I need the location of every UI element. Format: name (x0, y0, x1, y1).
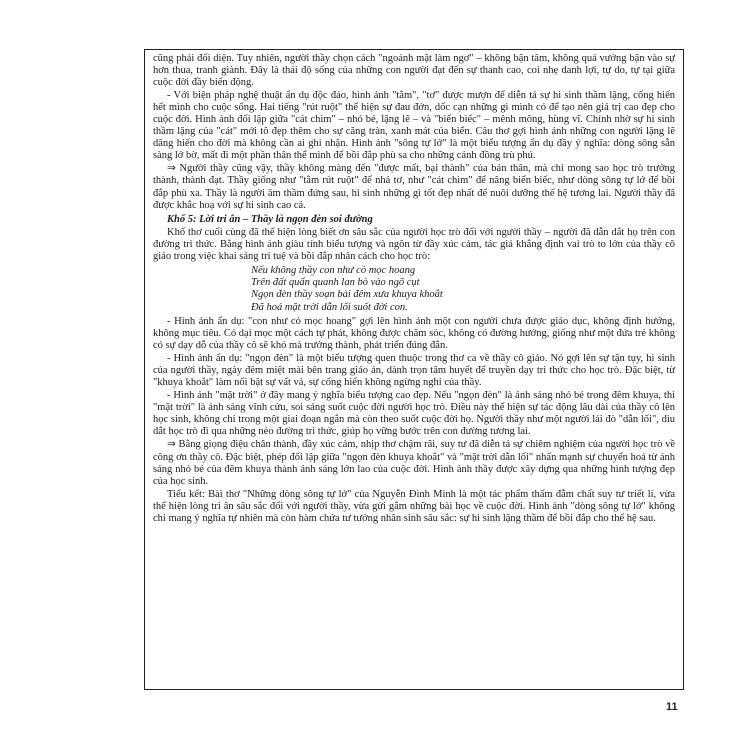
paragraph: - Hình ảnh ẩn dụ: "con như cỏ mọc hoang" gợi lên hình ảnh một con người chưa được giáo dục, không định hướng, không mục tiêu. Cỏ dại mọc một cách tự phát, không được chăm sóc, không có đường hướng, giống như một đứa trẻ không có sự dạy dỗ của thầy cô sẽ khó mà trưởng thành, phát triển đúng đắn. (153, 315, 675, 352)
paragraph: ⇒ Người thầy cũng vậy, thầy không màng đến "được mất, bại thành" của bản thân, mà chỉ mong sao học trò trưởng thành, thành đạt. Thầy giống như "tằm rút ruột" để nhả tơ, như "cát chìm" để nâng biển biếc, như dòng sông tự lở để bồi đắp phù xa. Thầy là người âm thầm đứng sau, hi sinh những gì tốt đẹp nhất để nuôi dưỡng thế hệ tương lai. Người thầy đã được khắc hoạ với sự hi sinh cao cả. (153, 163, 675, 211)
paragraph: - Hình ảnh "mặt trời" ở đây mang ý nghĩa biểu tượng cao đẹp. Nếu "ngọn đèn" là ánh sáng nhỏ bé trong đêm khuya, thì "mặt trời" là ánh sáng vĩnh cửu, soi sáng suốt cuộc đời người học trò. Điều này thể hiện sự tác động lâu dài của thầy cô lên học sinh, không chỉ trong một giai đoạn ngắn mà còn theo suốt cuộc đời họ. Người thầy như một người lái đò "dẫn lối", dìu dắt học trò đi qua những nẻo đường tri thức, giúp họ vững bước trên con đường tương lai. (153, 390, 675, 438)
paragraph: - Với biện pháp nghệ thuật ẩn dụ độc đáo, hình ảnh "tằm", "tơ" được mượn để diễn tả sự hi sinh thầm lặng, cống hiến hết mình cho cuộc sống. Hai tiếng "rút ruột" thể hiện sự đau đớn, dốc cạn những gì mình có để tạo nên giá trị cao đẹp cho cuộc đời. Hình ảnh đối lập giữa "cát chìm" – nhỏ bé, lặng lẽ – và "biển biếc" – mênh mông, hùng vĩ. Chính nhờ sự hi sinh thầm lặng của "cát" mới tô đẹp thêm cho sự căng tràn, xanh mát của biển. Câu thơ gợi hình ảnh những con người lặng lẽ dâng hiến cho đời mà không cần ai ghi nhận. Hình ảnh "sông tự lở" là một biểu tượng ẩn dụ đầy ý nghĩa: dòng sông sẵn sàng lở bờ, mất đi một phần thân thể mình để bồi đắp phù sa cho những cánh đồng trù phú. (153, 90, 675, 162)
page-number: 11 (666, 701, 678, 713)
text-frame (144, 49, 684, 690)
paragraph: Khổ thơ cuối cùng đã thể hiện lòng biết ơn sâu sắc của người học trò đối với người thầy – người đã dẫn dắt họ trên con đường tri thức. Bằng hình ảnh giàu tính biểu tượng và ngôn từ đầy xúc cảm, tác giả khẳng định vai trò to lớn của thầy cô giáo trong việc khai sáng trí tuệ và bồi đắp nhân cách cho học trò: (153, 226, 675, 262)
paragraph: cũng phải đối diện. Tuy nhiên, người thầy chọn cách "ngoảnh mặt làm ngơ" – không bận tâm, không quá vướng bận vào sự hơn thua, tranh giành. Đây là thái độ sống của những con người đạt đến sự thanh cao, coi nhẹ danh lợi, tự do, tự tại giữa cuộc đời đầy biến động. (153, 53, 675, 89)
poem-line: Ngọn đèn thầy soạn bài đêm xưa khuya khoắt (251, 289, 443, 301)
paragraph: - Hình ảnh ẩn dụ: "ngọn đèn" là một biểu tượng quen thuộc trong thơ ca về thầy cô giáo. Nó gợi lên sự tận tụy, hi sinh của người thầy, ngày đêm miệt mài bên trang giáo án, dành trọn tâm huyết để truyền dạy tri thức cho học trò. Đặc biệt, từ "khuya khoắt" làm nổi bật sự vất vả, sự cống hiến không ngừng nghỉ của thầy. (153, 353, 675, 389)
summary-paragraph: Tiểu kết: Bài thơ "Những dòng sông tự lở" của Nguyễn Đình Minh là một tác phẩm thấm đẫm chất suy tư triết lí, vừa thể hiện lòng tri ân sâu sắc đối với người thầy, vừa gửi gắm những bài học về cuộc đời. Hình ảnh "dòng sông tự lở" không chỉ mang ý nghĩa tự nhiên mà còn hàm chứa tư tưởng nhân sinh sâu sắc: sự hi sinh lặng thầm để bồi đắp cho thế hệ sau. (153, 488, 675, 524)
section-heading: Khổ 5: Lời tri ân – Thầy là ngọn đèn soi đường (167, 213, 373, 225)
book-page (92, 0, 730, 750)
poem-line: Đã hoá mặt trời dẫn lối suốt đời con. (251, 301, 408, 313)
poem-block (251, 265, 675, 314)
poem-line: Trên đất quẩn quanh lan bò vào ngõ cụt (251, 277, 420, 289)
paragraph: ⇒ Bằng giọng điệu chân thành, đầy xúc cảm, nhịp thơ chậm rãi, suy tư đã diễn tả sự chiêm nghiệm của người học trò về công ơn thầy cô. Đặc biệt, phép đối lập giữa "ngọn đèn khuya khoắt" và "mặt trời dẫn lối" nhấn mạnh sự chuyển hoá từ ánh sáng nhỏ bé của đêm khuya thành ánh sáng lớn lao của cuộc đời. Hình ảnh thầy được xây dựng qua những hình tượng đẹp của học sinh. (153, 439, 675, 487)
poem-line: Nếu không thầy con như cỏ mọc hoang (251, 264, 416, 276)
